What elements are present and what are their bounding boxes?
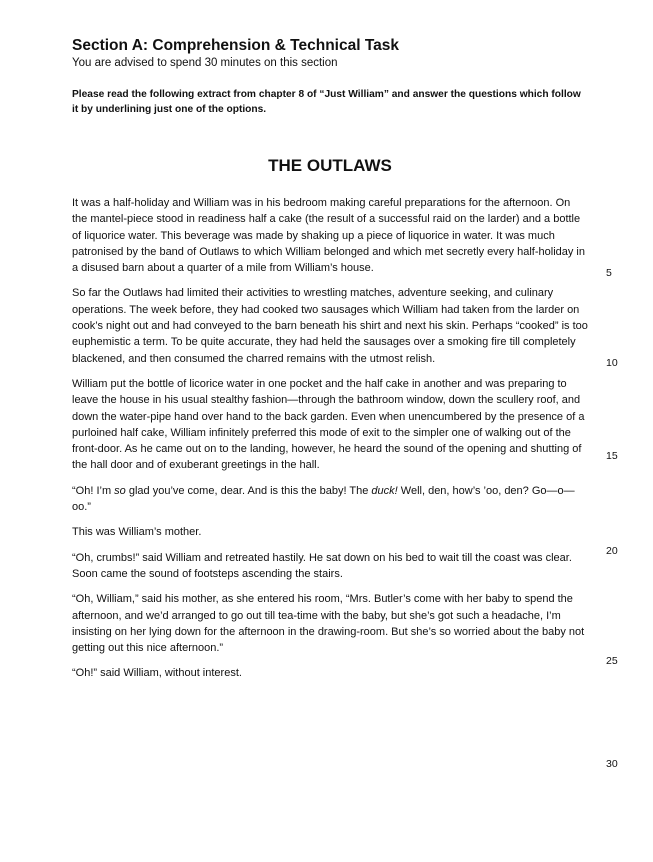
line-number-30: 30 — [606, 758, 618, 770]
section-subtitle: You are advised to spend 30 minutes on this section — [72, 57, 338, 69]
line-number-20: 20 — [606, 545, 618, 557]
paragraph-4-part-a: “Oh! I’m — [72, 484, 115, 497]
paragraph-5: This was William’s mother. — [72, 526, 202, 539]
section-title: Section A: Comprehension & Technical Task — [72, 37, 399, 54]
paragraph-4-part-c: glad you’ve come, dear. And is this the baby! The — [125, 484, 372, 497]
paragraph-4-emphasis-duck: duck! — [371, 484, 398, 497]
paragraph-3: William put the bottle of licorice water in one pocket and the half cake in another and was preparing to leave the house in his usual stealthy fashion—through the bathroom window, down the scullery roof, and down the water-pipe hand over hand to the back garden. Even when unencumbered by the presence of a purloined half cake, William infinitely preferred this mode of exit to the simpler one of walking out of the front-door. As he came out on to the landing, however, he heard the sound of the opening and shutting of the hall door and of exuberant greetings in the hall. — [72, 377, 585, 472]
paragraph-7: “Oh, William,” said his mother, as she entered his room, “Mrs. Butler’s come with her baby to spend the afternoon, and we’d arranged to go out till tea-time with the baby, but she’s got such a headache, I’m insisting on her lying down for the afternoon in the drawing-room. But she’s so worried about the baby not getting out this nice afternoon.” — [72, 593, 585, 655]
paragraph-8: “Oh!” said William, without interest. — [72, 667, 242, 680]
line-number-10: 10 — [606, 357, 618, 369]
instructions: Please read the following extract from chapter 8 of “Just William” and answer the questions which follow it by underlining just one of the options. — [72, 89, 581, 115]
line-number-15: 15 — [606, 450, 618, 462]
line-number-5: 5 — [606, 267, 612, 279]
story-title: THE OUTLAWS — [268, 156, 392, 175]
paragraph-6: “Oh, crumbs!” said William and retreated hastily. He sat down on his bed to wait till the coast was clear. Soon came the sound of footsteps ascending the stairs. — [72, 551, 572, 580]
paragraph-4-part-e: Well, den, how’s ’oo, den? Go—o—oo.” — [72, 484, 575, 514]
line-number-25: 25 — [606, 655, 618, 667]
paragraph-2: So far the Outlaws had limited their activities to wrestling matches, adventure seeking, and culinary operations. The week before, they had cooked two sausages which William had taken from the larder on cook’s night out and had conveyed to the barn beneath his shirt and next his skin. Perhaps “cooked” is too euphemistic a term. To be quite accurate, they had held the sausages over a smoking fire till completely blackened, and then consumed the charred remains with the utmost relish. — [72, 287, 588, 365]
paragraph-1: It was a half-holiday and William was in his bedroom making careful preparations for the afternoon. On the mantel-piece stood in readiness half a cake (the result of a successful raid on the larder) and a bottle of liquorice water. This beverage was made by shaking up a piece of liquorice in water. It was much patronised by the band of Outlaws to which William belonged and which met secretly every half-holiday in a disused barn about a quarter of a mile from William’s house. — [72, 197, 585, 275]
document-page — [72, 36, 588, 691]
paragraph-4 — [72, 483, 588, 516]
paragraph-4-emphasis-so: so — [114, 484, 126, 497]
